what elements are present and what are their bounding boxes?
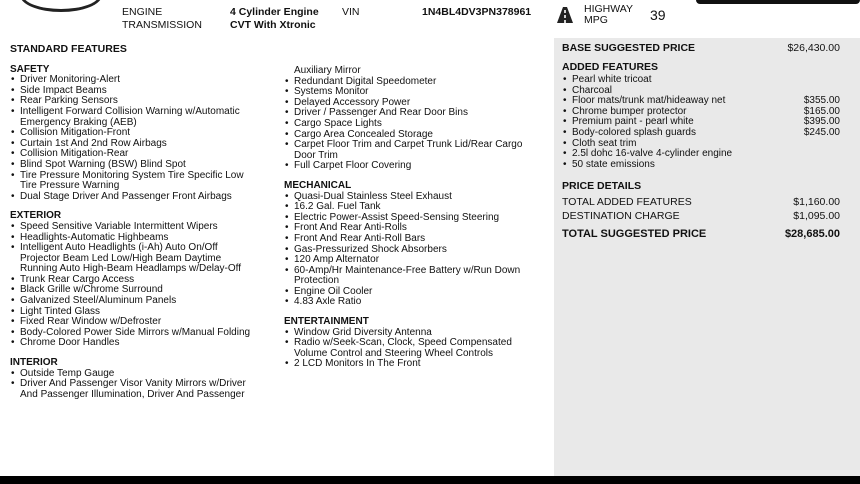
- engine-label: ENGINE: [122, 6, 163, 18]
- destination-label: DESTINATION CHARGE: [562, 210, 680, 222]
- list-item: • Gas-Pressurized Shock Absorbers: [284, 245, 552, 256]
- list-item: • Rear Parking Sensors: [10, 96, 282, 107]
- list-item-text: Radio w/Seek-Scan, Clock, Speed Compensated: [294, 337, 512, 349]
- list-item: • Quasi-Dual Stainless Steel Exhaust: [284, 192, 552, 203]
- feature-name: Floor mats/trunk mat/hideaway net: [572, 95, 726, 107]
- list-item: • Fixed Rear Window w/Defroster: [10, 317, 282, 328]
- feature-name: Premium paint - pearl white: [572, 116, 694, 128]
- list-item-text: Tire Pressure Monitoring System Tire Specific Low: [20, 169, 244, 181]
- exterior-title: EXTERIOR: [10, 210, 62, 222]
- list-item: • Driver / Passenger And Rear Door Bins: [284, 108, 552, 119]
- list-item: • Driver Monitoring-Alert: [10, 75, 282, 86]
- feature-price: $355.00: [803, 95, 840, 107]
- mpg-label: [584, 4, 633, 26]
- feature-price: $165.00: [803, 105, 840, 117]
- transmission-value: CVT With Xtronic: [230, 19, 316, 31]
- list-item: • 2 LCD Monitors In The Front: [284, 359, 552, 370]
- interior-title: INTERIOR: [10, 357, 58, 369]
- pricing-panel: [554, 38, 860, 476]
- list-item: [10, 171, 282, 192]
- list-item-text: Driver And Passenger Visor Vanity Mirrors w/Driver: [20, 378, 246, 390]
- list-item-cont: Projector Beam Led Low/High Beam Daytime: [20, 252, 222, 264]
- price-details-title: PRICE DETAILS: [562, 180, 642, 192]
- list-item-cont: Tire Pressure Warning: [20, 180, 120, 192]
- list-item: • Systems Monitor: [284, 87, 552, 98]
- list-item: • Blind Spot Warning (BSW) Blind Spot: [10, 160, 282, 171]
- list-item: • Delayed Accessory Power: [284, 98, 552, 109]
- safety-title: SAFETY: [10, 63, 50, 75]
- list-item: • Cargo Space Lights: [284, 119, 552, 130]
- vin-label: VIN: [342, 6, 360, 18]
- list-item-cont: And Passenger Illumination, Driver And Passenger: [20, 388, 245, 400]
- list-item: • Light Tinted Glass: [10, 307, 282, 318]
- feature-price: $395.00: [803, 116, 840, 128]
- list-item: • Window Grid Diversity Antenna: [284, 328, 552, 339]
- list-item: • Trunk Rear Cargo Access: [10, 275, 282, 286]
- list-item: • Speed Sensitive Variable Intermittent Wipers: [10, 222, 282, 233]
- transmission-label: TRANSMISSION: [122, 19, 202, 31]
- destination-value: $1,095.00: [793, 210, 840, 222]
- base-price-row: [562, 42, 840, 54]
- list-item: • Engine Oil Cooler: [284, 287, 552, 298]
- list-item-text: 60-Amp/Hr Maintenance-Free Battery w/Run Down: [294, 264, 521, 276]
- feature-name: Charcoal: [572, 84, 613, 96]
- exterior-list: [10, 222, 282, 349]
- total-added-value: $1,160.00: [793, 196, 840, 208]
- features-column-1: [10, 44, 282, 400]
- list-item: [10, 379, 282, 400]
- list-item: • 4.83 Axle Ratio: [284, 297, 552, 308]
- list-item: • Collision Mitigation-Rear: [10, 149, 282, 160]
- list-item: • Outside Temp Gauge: [10, 369, 282, 380]
- safety-list: [10, 75, 282, 202]
- feature-price: $245.00: [803, 126, 840, 138]
- added-features-list: [562, 75, 840, 170]
- total-value: $28,685.00: [784, 228, 840, 240]
- feature-name: Chrome bumper protector: [572, 105, 687, 117]
- interior-cont: Auxiliary Mirror: [294, 65, 361, 76]
- list-item: • Side Impact Beams: [10, 86, 282, 97]
- list-item: • Cargo Area Concealed Storage: [284, 130, 552, 141]
- feature-name: 2.5l dohc 16-valve 4-cylinder engine: [572, 148, 733, 160]
- total-added-label: TOTAL ADDED FEATURES: [562, 196, 692, 208]
- interior-list-cont: [284, 77, 552, 172]
- list-item-cont: Protection: [294, 275, 340, 287]
- interior-list: [10, 369, 282, 401]
- list-item: • Electric Power-Assist Speed-Sensing Steering: [284, 213, 552, 224]
- list-item: [284, 338, 552, 359]
- features-column-2: [284, 66, 552, 370]
- base-price-label: BASE SUGGESTED PRICE: [562, 42, 696, 54]
- list-item-cont: Door Trim: [294, 149, 338, 161]
- list-item: [562, 160, 840, 171]
- mechanical-title: MECHANICAL: [284, 179, 352, 191]
- list-item: • Body-Colored Power Side Mirrors w/Manual Folding: [10, 328, 282, 339]
- list-item: [10, 107, 282, 128]
- mpg-value: 39: [650, 7, 666, 23]
- list-item: • Dual Stage Driver And Passenger Front Airbags: [10, 192, 282, 203]
- list-item: • 16.2 Gal. Fuel Tank: [284, 202, 552, 213]
- highway-icon: [556, 6, 574, 24]
- sticker-header: [0, 0, 860, 38]
- list-item: • Front And Rear Anti-Rolls: [284, 223, 552, 234]
- base-price-value: $26,430.00: [787, 42, 840, 54]
- list-item: • Full Carpet Floor Covering: [284, 161, 552, 172]
- list-item: • Galvanized Steel/Aluminum Panels: [10, 296, 282, 307]
- list-item: • Curtain 1st And 2nd Row Airbags: [10, 139, 282, 150]
- total-row: [562, 228, 840, 240]
- list-item: • Collision Mitigation-Front: [10, 128, 282, 139]
- destination-row: [562, 210, 840, 222]
- feature-name: Body-colored splash guards: [572, 126, 696, 138]
- list-item: • 120 Amp Alternator: [284, 255, 552, 266]
- list-item-cont: Volume Control and Steering Wheel Controls: [294, 347, 493, 359]
- total-added-row: [562, 196, 840, 208]
- list-item: • Headlights-Automatic Highbeams: [10, 233, 282, 244]
- brand-logo: [20, 0, 102, 12]
- list-item: • Black Grille w/Chrome Surround: [10, 285, 282, 296]
- vin-value: 1N4BL4DV3PN378961: [422, 6, 532, 18]
- total-label: TOTAL SUGGESTED PRICE: [562, 228, 707, 240]
- mpg-label-line1: HIGHWAY: [584, 3, 633, 15]
- entertainment-title: ENTERTAINMENT: [284, 316, 369, 328]
- feature-name: Pearl white tricoat: [572, 74, 652, 85]
- list-item: • Redundant Digital Speedometer: [284, 77, 552, 88]
- list-item: [284, 266, 552, 287]
- list-item: • Chrome Door Handles: [10, 338, 282, 349]
- bottom-bar: [0, 476, 860, 484]
- feature-name: 50 state emissions: [572, 158, 655, 170]
- added-features-title: ADDED FEATURES: [562, 61, 659, 73]
- list-item: [284, 140, 552, 161]
- feature-name: Cloth seat trim: [572, 137, 637, 149]
- standard-features-title: STANDARD FEATURES: [10, 43, 127, 55]
- header-bar: [696, 0, 860, 4]
- entertainment-list: [284, 328, 552, 370]
- list-item-text: Intelligent Forward Collision Warning w/Automatic: [20, 105, 240, 117]
- mechanical-list: [284, 192, 552, 309]
- list-item: • Front And Rear Anti-Roll Bars: [284, 234, 552, 245]
- list-item-text: Carpet Floor Trim and Carpet Trunk Lid/Rear Cargo: [294, 139, 523, 151]
- list-item-text: Intelligent Auto Headlights (i-Ah) Auto On/Off: [20, 242, 218, 254]
- list-item-cont: Running Auto High-Beam Headlamps w/Delay-Off: [20, 263, 242, 275]
- engine-value: 4 Cylinder Engine: [230, 6, 319, 18]
- list-item-cont: Emergency Braking (AEB): [20, 116, 137, 128]
- mpg-label-line2: MPG: [584, 14, 608, 26]
- list-item: [10, 243, 282, 275]
